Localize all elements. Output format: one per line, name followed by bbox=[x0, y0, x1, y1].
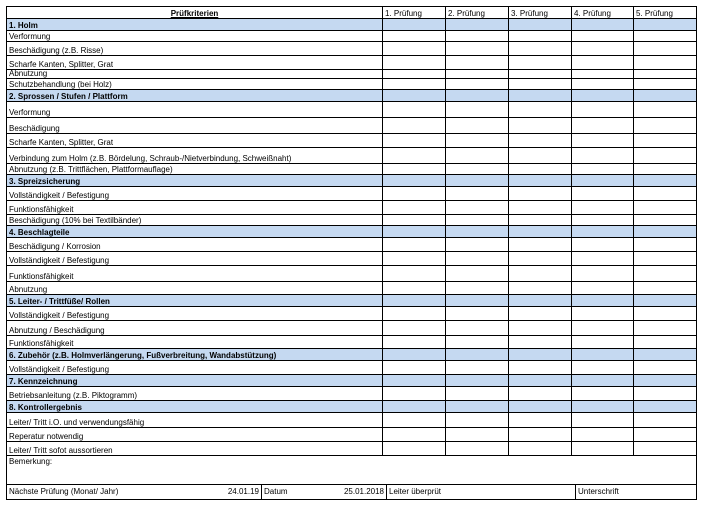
section-header-cell bbox=[383, 401, 446, 413]
section-header-cell bbox=[509, 401, 572, 413]
check-cell-4[interactable] bbox=[572, 307, 634, 321]
section-header-cell bbox=[383, 90, 446, 102]
section-header-cell bbox=[634, 175, 697, 187]
check-cell-4[interactable] bbox=[572, 215, 634, 226]
criterion-label: Abnutzung (z.B. Trittflächen, Plattformauflage) bbox=[7, 164, 383, 175]
section-title: 1. Holm bbox=[7, 19, 383, 31]
check-cell-5[interactable] bbox=[634, 361, 697, 375]
section-header bbox=[7, 375, 697, 387]
check-cell-3[interactable] bbox=[509, 70, 572, 79]
section-header bbox=[7, 19, 697, 31]
criterion-row bbox=[7, 42, 697, 56]
check-cell-3[interactable] bbox=[509, 79, 572, 90]
check-cell-3[interactable] bbox=[509, 413, 572, 428]
check-cell-1[interactable] bbox=[383, 164, 446, 175]
criterion-row bbox=[7, 215, 697, 226]
inspection-table bbox=[6, 6, 697, 500]
check-cell-2[interactable] bbox=[446, 266, 509, 282]
criterion-label: Funktionsfähigkeit bbox=[7, 336, 383, 349]
section-header-cell bbox=[509, 226, 572, 238]
check-cell-2[interactable] bbox=[446, 201, 509, 215]
check-cell-5[interactable] bbox=[634, 79, 697, 90]
check-cell-3[interactable] bbox=[509, 321, 572, 336]
check-cell-2[interactable] bbox=[446, 31, 509, 42]
section-header-cell bbox=[572, 90, 634, 102]
inspection-sheet bbox=[6, 6, 696, 500]
check-cell-3[interactable] bbox=[509, 42, 572, 56]
section-header-cell bbox=[446, 375, 509, 387]
check-cell-4[interactable] bbox=[572, 387, 634, 401]
check-cell-4[interactable] bbox=[572, 321, 634, 336]
section-header-cell bbox=[446, 175, 509, 187]
section-header-cell bbox=[446, 401, 509, 413]
criteria-title: Prüfkriterien bbox=[7, 7, 383, 19]
criterion-label: Leiter/ Tritt sofot aussortieren bbox=[7, 442, 383, 456]
check-cell-5[interactable] bbox=[634, 164, 697, 175]
check-cell-1[interactable] bbox=[383, 321, 446, 336]
check-cell-3[interactable] bbox=[509, 336, 572, 349]
criterion-label: Betriebsanleitung (z.B. Piktogramm) bbox=[7, 387, 383, 401]
check-cell-1[interactable] bbox=[383, 187, 446, 201]
check-cell-5[interactable] bbox=[634, 266, 697, 282]
criterion-label: Scharfe Kanten, Splitter, Grat bbox=[7, 56, 383, 70]
check-cell-2[interactable] bbox=[446, 79, 509, 90]
section-header-cell bbox=[634, 295, 697, 307]
criterion-row bbox=[7, 56, 697, 70]
check-cell-2[interactable] bbox=[446, 118, 509, 134]
criterion-row bbox=[7, 307, 697, 321]
section-header-cell bbox=[634, 90, 697, 102]
section-header-cell bbox=[634, 226, 697, 238]
check-cell-4[interactable] bbox=[572, 79, 634, 90]
check-cell-4[interactable] bbox=[572, 238, 634, 252]
check-cell-1[interactable] bbox=[383, 70, 446, 79]
check-cell-2[interactable] bbox=[446, 282, 509, 295]
check-cell-4[interactable] bbox=[572, 70, 634, 79]
criterion-label: Verbindung zum Holm (z.B. Bördelung, Schraub-/Nietverbindung, Schweißnaht) bbox=[7, 148, 383, 164]
check-cell-5[interactable] bbox=[634, 321, 697, 336]
check-cell-3[interactable] bbox=[509, 266, 572, 282]
check-cell-5[interactable] bbox=[634, 118, 697, 134]
criterion-row bbox=[7, 428, 697, 442]
check-cell-4[interactable] bbox=[572, 134, 634, 148]
criterion-label: Schutzbehandlung (bei Holz) bbox=[7, 79, 383, 90]
check-cell-2[interactable] bbox=[446, 187, 509, 201]
check-cell-1[interactable] bbox=[383, 336, 446, 349]
criterion-label: Vollständigkeit / Befestigung bbox=[7, 307, 383, 321]
section-header-cell bbox=[509, 375, 572, 387]
date-value[interactable]: 25.01.2018 bbox=[304, 485, 387, 499]
section-header-cell bbox=[446, 295, 509, 307]
check-cell-1[interactable] bbox=[383, 442, 446, 456]
section-header bbox=[7, 90, 697, 102]
section-header-cell bbox=[446, 226, 509, 238]
check-cell-3[interactable] bbox=[509, 442, 572, 456]
check-cell-2[interactable] bbox=[446, 387, 509, 401]
check-cell-3[interactable] bbox=[509, 387, 572, 401]
check-cell-5[interactable] bbox=[634, 428, 697, 442]
check-cell-5[interactable] bbox=[634, 442, 697, 456]
check-cell-1[interactable] bbox=[383, 428, 446, 442]
section-header-cell bbox=[572, 19, 634, 31]
check-cell-5[interactable] bbox=[634, 307, 697, 321]
criterion-row bbox=[7, 252, 697, 266]
check-cell-1[interactable] bbox=[383, 201, 446, 215]
check-cell-1[interactable] bbox=[383, 307, 446, 321]
check-cell-1[interactable] bbox=[383, 266, 446, 282]
check-cell-1[interactable] bbox=[383, 42, 446, 56]
check-cell-1[interactable] bbox=[383, 148, 446, 164]
section-header-cell bbox=[509, 19, 572, 31]
check-cell-5[interactable] bbox=[634, 70, 697, 79]
remarks-row bbox=[7, 456, 697, 485]
section-title: 8. Kontrollergebnis bbox=[7, 401, 383, 413]
check-cell-5[interactable] bbox=[634, 238, 697, 252]
section-title: 4. Beschlagteile bbox=[7, 226, 383, 238]
check-cell-3[interactable] bbox=[509, 282, 572, 295]
criterion-label: Scharfe Kanten, Splitter, Grat bbox=[7, 134, 383, 148]
criterion-row bbox=[7, 361, 697, 375]
criterion-label: Beschädigung (z.B. Risse) bbox=[7, 42, 383, 56]
section-header-cell bbox=[383, 226, 446, 238]
check-cell-3[interactable] bbox=[509, 215, 572, 226]
check-cell-4[interactable] bbox=[572, 164, 634, 175]
check-cell-4[interactable] bbox=[572, 413, 634, 428]
criterion-label: Vollständigkeit / Befestigung bbox=[7, 252, 383, 266]
check-cell-4[interactable] bbox=[572, 148, 634, 164]
check-header-4: 4. Prüfung bbox=[572, 7, 634, 19]
check-cell-5[interactable] bbox=[634, 215, 697, 226]
check-cell-2[interactable] bbox=[446, 252, 509, 266]
check-cell-4[interactable] bbox=[572, 336, 634, 349]
check-cell-2[interactable] bbox=[446, 238, 509, 252]
section-title: 3. Spreizsicherung bbox=[7, 175, 383, 187]
section-header bbox=[7, 349, 697, 361]
remarks-field[interactable]: Bemerkung: bbox=[7, 456, 697, 485]
check-cell-3[interactable] bbox=[509, 201, 572, 215]
criterion-row bbox=[7, 336, 697, 349]
criterion-label: Vollständigkeit / Befestigung bbox=[7, 187, 383, 201]
check-cell-4[interactable] bbox=[572, 442, 634, 456]
section-header-cell bbox=[509, 349, 572, 361]
section-header-cell bbox=[572, 175, 634, 187]
section-header bbox=[7, 175, 697, 187]
section-header-cell bbox=[509, 295, 572, 307]
section-header-cell bbox=[446, 19, 509, 31]
criterion-row bbox=[7, 148, 697, 164]
next-inspection-label: Nächste Prüfung (Monat/ Jahr) bbox=[9, 487, 119, 496]
check-cell-5[interactable] bbox=[634, 148, 697, 164]
check-cell-1[interactable] bbox=[383, 413, 446, 428]
criterion-row bbox=[7, 134, 697, 148]
criterion-row bbox=[7, 102, 697, 118]
header-row bbox=[7, 7, 697, 19]
section-title: 2. Sprossen / Stufen / Plattform bbox=[7, 90, 383, 102]
check-cell-5[interactable] bbox=[634, 387, 697, 401]
check-cell-1[interactable] bbox=[383, 238, 446, 252]
section-header bbox=[7, 226, 697, 238]
criterion-row bbox=[7, 413, 697, 428]
section-header-cell bbox=[634, 401, 697, 413]
check-cell-4[interactable] bbox=[572, 31, 634, 42]
check-cell-2[interactable] bbox=[446, 321, 509, 336]
section-header-cell bbox=[572, 349, 634, 361]
check-cell-3[interactable] bbox=[509, 428, 572, 442]
criterion-label: Abnutzung bbox=[7, 282, 383, 295]
criterion-label: Funktionsfähigkeit bbox=[7, 201, 383, 215]
check-cell-3[interactable] bbox=[509, 148, 572, 164]
check-cell-3[interactable] bbox=[509, 31, 572, 42]
check-cell-4[interactable] bbox=[572, 361, 634, 375]
section-header-cell bbox=[634, 19, 697, 31]
criterion-label: Vollständigkeit / Befestigung bbox=[7, 361, 383, 375]
check-cell-1[interactable] bbox=[383, 134, 446, 148]
check-cell-5[interactable] bbox=[634, 252, 697, 266]
check-cell-1[interactable] bbox=[383, 215, 446, 226]
check-cell-3[interactable] bbox=[509, 102, 572, 118]
check-cell-2[interactable] bbox=[446, 215, 509, 226]
criterion-row bbox=[7, 321, 697, 336]
check-cell-4[interactable] bbox=[572, 56, 634, 70]
criterion-label: Beschädigung / Korrosion bbox=[7, 238, 383, 252]
section-header bbox=[7, 295, 697, 307]
check-cell-5[interactable] bbox=[634, 187, 697, 201]
criterion-row bbox=[7, 164, 697, 175]
check-cell-5[interactable] bbox=[634, 31, 697, 42]
check-cell-4[interactable] bbox=[572, 201, 634, 215]
check-cell-5[interactable] bbox=[634, 42, 697, 56]
criterion-row bbox=[7, 70, 697, 79]
check-cell-4[interactable] bbox=[572, 252, 634, 266]
section-title: 7. Kennzeichnung bbox=[7, 375, 383, 387]
check-cell-5[interactable] bbox=[634, 56, 697, 70]
check-cell-4[interactable] bbox=[572, 282, 634, 295]
section-header-cell bbox=[572, 295, 634, 307]
check-cell-3[interactable] bbox=[509, 56, 572, 70]
criterion-row bbox=[7, 238, 697, 252]
check-cell-4[interactable] bbox=[572, 102, 634, 118]
section-header bbox=[7, 401, 697, 413]
section-header-cell bbox=[383, 175, 446, 187]
section-header-cell bbox=[383, 19, 446, 31]
check-cell-1[interactable] bbox=[383, 56, 446, 70]
section-header-cell bbox=[572, 226, 634, 238]
check-cell-1[interactable] bbox=[383, 79, 446, 90]
check-cell-1[interactable] bbox=[383, 102, 446, 118]
check-cell-3[interactable] bbox=[509, 361, 572, 375]
criterion-label: Abnutzung bbox=[7, 70, 383, 79]
date-label: Datum bbox=[264, 487, 288, 496]
check-cell-3[interactable] bbox=[509, 118, 572, 134]
check-cell-1[interactable] bbox=[383, 252, 446, 266]
check-cell-1[interactable] bbox=[383, 361, 446, 375]
check-cell-4[interactable] bbox=[572, 42, 634, 56]
criterion-row bbox=[7, 442, 697, 456]
criterion-label: Beschädigung (10% bei Textilbänder) bbox=[7, 215, 383, 226]
check-cell-2[interactable] bbox=[446, 102, 509, 118]
next-inspection-value[interactable]: 24.01.19 bbox=[181, 485, 262, 499]
check-cell-4[interactable] bbox=[572, 266, 634, 282]
criterion-row bbox=[7, 387, 697, 401]
check-cell-1[interactable] bbox=[383, 387, 446, 401]
check-cell-3[interactable] bbox=[509, 134, 572, 148]
criterion-label: Beschädigung bbox=[7, 118, 383, 134]
footer-row bbox=[7, 485, 697, 500]
criterion-label: Verformung bbox=[7, 31, 383, 42]
check-cell-5[interactable] bbox=[634, 102, 697, 118]
criterion-row bbox=[7, 79, 697, 90]
criterion-row bbox=[7, 118, 697, 134]
check-cell-2[interactable] bbox=[446, 148, 509, 164]
check-cell-2[interactable] bbox=[446, 413, 509, 428]
check-cell-2[interactable] bbox=[446, 428, 509, 442]
section-title: 5. Leiter- / Trittfüße/ Rollen bbox=[7, 295, 383, 307]
check-header-5: 5. Prüfung bbox=[634, 7, 697, 19]
check-cell-1[interactable] bbox=[383, 118, 446, 134]
signature-label: Unterschrift bbox=[578, 487, 619, 496]
criterion-label: Leiter/ Tritt i.O. und verwendungsfähig bbox=[7, 413, 383, 428]
section-header-cell bbox=[446, 349, 509, 361]
criterion-row bbox=[7, 187, 697, 201]
section-header-cell bbox=[634, 349, 697, 361]
section-header-cell bbox=[383, 295, 446, 307]
section-header-cell bbox=[446, 90, 509, 102]
check-header-3: 3. Prüfung bbox=[509, 7, 572, 19]
criterion-row bbox=[7, 31, 697, 42]
check-cell-4[interactable] bbox=[572, 118, 634, 134]
section-title: 6. Zubehör (z.B. Holmverlängerung, Fußverbreitung, Wandabstützung) bbox=[7, 349, 383, 361]
check-header-2: 2. Prüfung bbox=[446, 7, 509, 19]
criterion-label: Verformung bbox=[7, 102, 383, 118]
criterion-row bbox=[7, 282, 697, 295]
check-cell-3[interactable] bbox=[509, 307, 572, 321]
check-cell-2[interactable] bbox=[446, 336, 509, 349]
check-cell-2[interactable] bbox=[446, 70, 509, 79]
check-cell-5[interactable] bbox=[634, 336, 697, 349]
criterion-label: Abnutzung / Beschädigung bbox=[7, 321, 383, 336]
section-header-cell bbox=[509, 175, 572, 187]
check-cell-4[interactable] bbox=[572, 428, 634, 442]
check-cell-3[interactable] bbox=[509, 187, 572, 201]
criterion-label: Reperatur notwendig bbox=[7, 428, 383, 442]
criterion-label: Funktionsfähigkeit bbox=[7, 266, 383, 282]
check-cell-2[interactable] bbox=[446, 42, 509, 56]
check-cell-1[interactable] bbox=[383, 31, 446, 42]
section-header-cell bbox=[383, 349, 446, 361]
check-cell-2[interactable] bbox=[446, 56, 509, 70]
section-header-cell bbox=[572, 375, 634, 387]
section-header-cell bbox=[383, 375, 446, 387]
check-cell-5[interactable] bbox=[634, 201, 697, 215]
check-cell-2[interactable] bbox=[446, 361, 509, 375]
check-cell-2[interactable] bbox=[446, 442, 509, 456]
check-header-1: 1. Prüfung bbox=[383, 7, 446, 19]
criterion-row bbox=[7, 201, 697, 215]
criterion-row bbox=[7, 266, 697, 282]
check-cell-2[interactable] bbox=[446, 134, 509, 148]
check-cell-3[interactable] bbox=[509, 164, 572, 175]
check-cell-3[interactable] bbox=[509, 252, 572, 266]
section-header-cell bbox=[509, 90, 572, 102]
check-cell-5[interactable] bbox=[634, 134, 697, 148]
check-cell-2[interactable] bbox=[446, 164, 509, 175]
section-header-cell bbox=[634, 375, 697, 387]
check-cell-1[interactable] bbox=[383, 282, 446, 295]
section-header-cell bbox=[572, 401, 634, 413]
check-cell-5[interactable] bbox=[634, 282, 697, 295]
check-cell-5[interactable] bbox=[634, 413, 697, 428]
check-cell-4[interactable] bbox=[572, 187, 634, 201]
check-cell-2[interactable] bbox=[446, 307, 509, 321]
check-cell-3[interactable] bbox=[509, 238, 572, 252]
inspector-label: Leiter überprüt bbox=[387, 485, 576, 499]
